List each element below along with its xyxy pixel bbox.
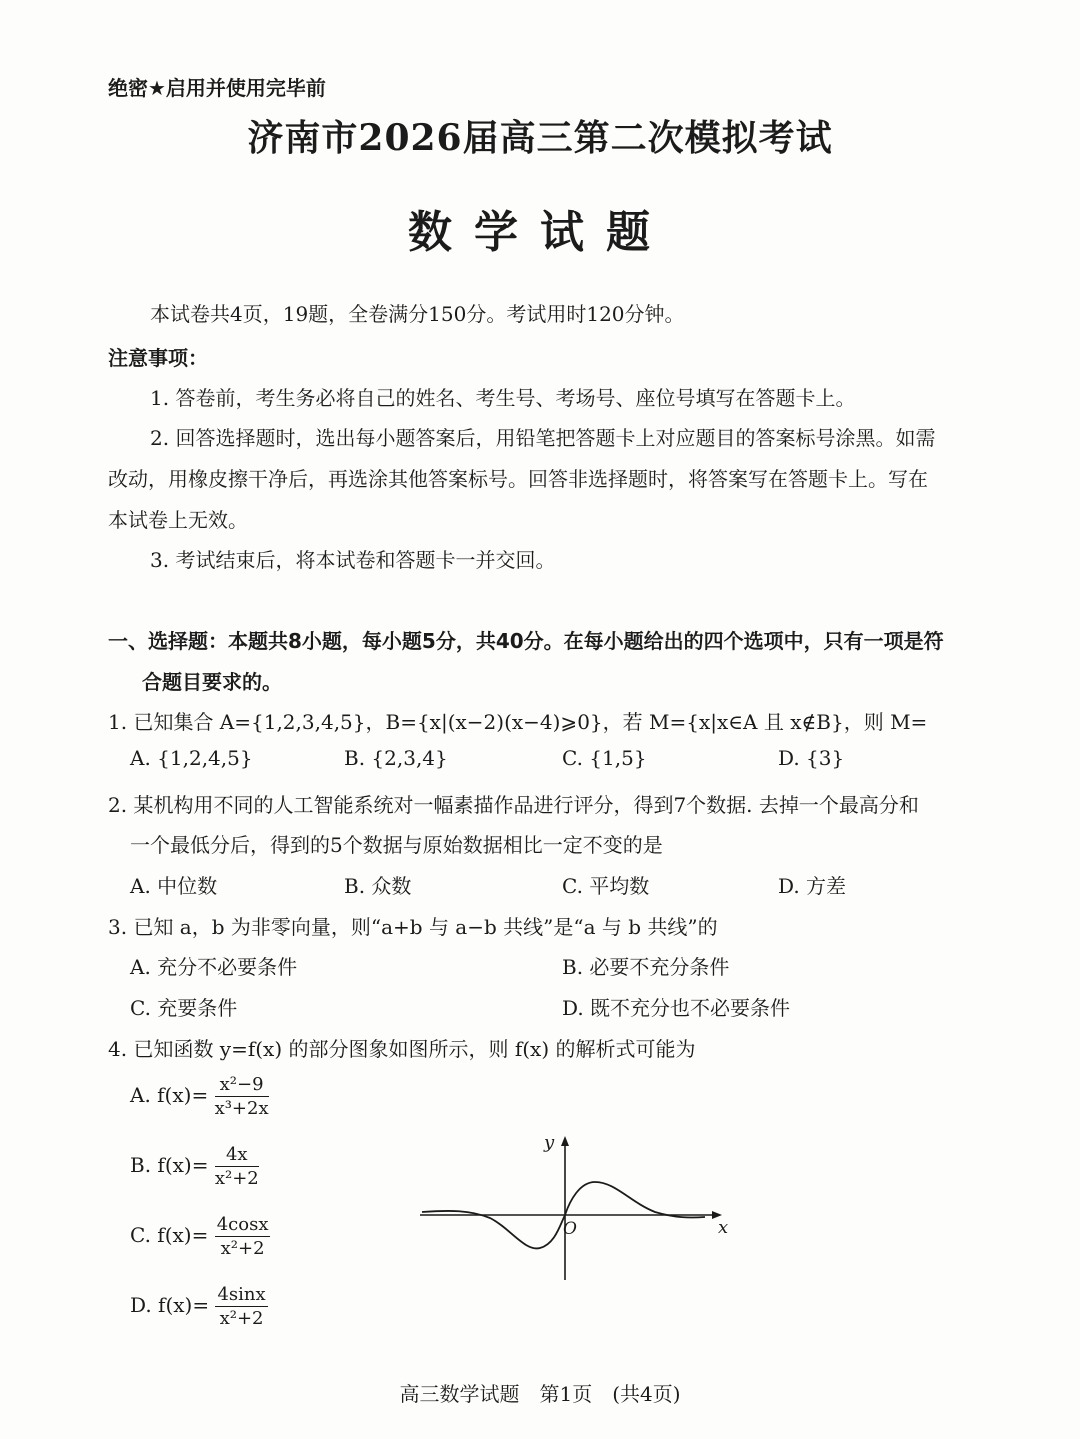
option-a-label: A. f(x)=: [130, 1083, 209, 1107]
notice-item-2-line-1: 2. 回答选择题时，选出每小题答案后，用铅笔把答题卡上对应题目的答案标号涂黑。如需: [150, 426, 936, 450]
option-a-numerator: x²−9: [215, 1074, 269, 1097]
question-2-option-c: C. 平均数: [562, 874, 650, 898]
origin-label: O: [563, 1219, 577, 1239]
notice-item-2-line-3: 本试卷上无效。: [108, 508, 248, 532]
question-1-option-d: D. {3}: [778, 746, 845, 770]
option-a-denominator: x³+2x: [214, 1098, 269, 1119]
option-d-numerator: 4sinx: [217, 1284, 266, 1305]
option-d-fraction: [215, 1284, 267, 1329]
function-graph: [410, 1130, 750, 1290]
question-2-line-2: 一个最低分后，得到的5个数据与原始数据相比一定不变的是: [130, 833, 663, 857]
question-4-stem: 4. 已知函数 y=f(x) 的部分图象如图所示，则 f(x) 的解析式可能为: [108, 1037, 696, 1061]
question-1-option-b: B. {2,3,4}: [344, 746, 448, 770]
y-axis-label: y: [544, 1132, 555, 1153]
section-1-heading-line-2: 合题目要求的。: [142, 670, 282, 694]
confidential-mark: 绝密★启用并使用完毕前: [108, 76, 326, 100]
question-2-option-b: B. 众数: [344, 874, 412, 898]
section-1-heading-line-1: 一、选择题：本题共8小题，每小题5分，共40分。在每小题给出的四个选项中，只有一项是符: [108, 629, 944, 653]
option-b-numerator: 4x: [215, 1144, 259, 1167]
question-3-option-d: D. 既不充分也不必要条件: [562, 996, 791, 1020]
exam-title: 济南市2026届高三第二次模拟考试: [247, 117, 833, 159]
x-axis-label: x: [718, 1217, 729, 1238]
question-4-option-c: [130, 1214, 270, 1259]
notice-item-3: 3. 考试结束后，将本试卷和答题卡一并交回。: [150, 548, 556, 572]
question-3-option-c: C. 充要条件: [130, 996, 238, 1020]
question-4-option-a: [130, 1074, 269, 1119]
question-1-option-c: C. {1,5}: [562, 746, 647, 770]
question-2-option-d: D. 方差: [778, 874, 847, 898]
notice-item-2-line-2: 改动，用橡皮擦干净后，再选涂其他答案标号。回答非选择题时，将答案写在答题卡上。写在: [108, 467, 928, 491]
question-3-option-a: A. 充分不必要条件: [130, 955, 298, 979]
question-3-stem: 3. 已知 a，b 为非零向量，则“a+b 与 a−b 共线”是“a 与 b 共线”的: [108, 915, 718, 939]
option-c-numerator: 4cosx: [216, 1214, 269, 1235]
option-d-label: D. f(x)=: [130, 1293, 210, 1317]
notice-heading: 注意事项：: [108, 346, 208, 370]
option-c-fraction: [215, 1214, 271, 1259]
question-4-option-d: [130, 1284, 268, 1329]
question-4-option-b: [130, 1144, 259, 1189]
option-b-denominator: x²+2: [214, 1168, 259, 1189]
option-c-label: C. f(x)=: [130, 1223, 209, 1247]
page-footer: 高三数学试题 第1页 (共4页): [399, 1382, 681, 1406]
y-axis-arrow-icon: [561, 1136, 569, 1146]
question-3-option-b: B. 必要不充分条件: [562, 955, 730, 979]
exam-intro: 本试卷共4页，19题，全卷满分150分。考试用时120分钟。: [150, 302, 685, 326]
notice-item-1: 1. 答卷前，考生务必将自己的姓名、考生号、考场号、座位号填写在答题卡上。: [150, 386, 856, 410]
option-b-label: B. f(x)=: [130, 1153, 209, 1177]
question-1-option-a: A. {1,2,4,5}: [130, 746, 253, 770]
question-1-stem: 1. 已知集合 A={1,2,3,4,5}，B={x|(x−2)(x−4)⩾0}，若 M={x|x∈A 且 x∉B}，则 M=: [108, 710, 928, 734]
question-2-line-1: 2. 某机构用不同的人工智能系统对一幅素描作品进行评分，得到7个数据. 去掉一个最高分和: [108, 793, 919, 817]
option-d-denominator: x²+2: [219, 1308, 264, 1329]
option-b-fraction: [215, 1144, 259, 1189]
question-2-option-a: A. 中位数: [130, 874, 218, 898]
option-a-fraction: [215, 1074, 269, 1119]
subject-title: 数学试题: [408, 207, 672, 258]
option-c-denominator: x²+2: [220, 1238, 265, 1259]
